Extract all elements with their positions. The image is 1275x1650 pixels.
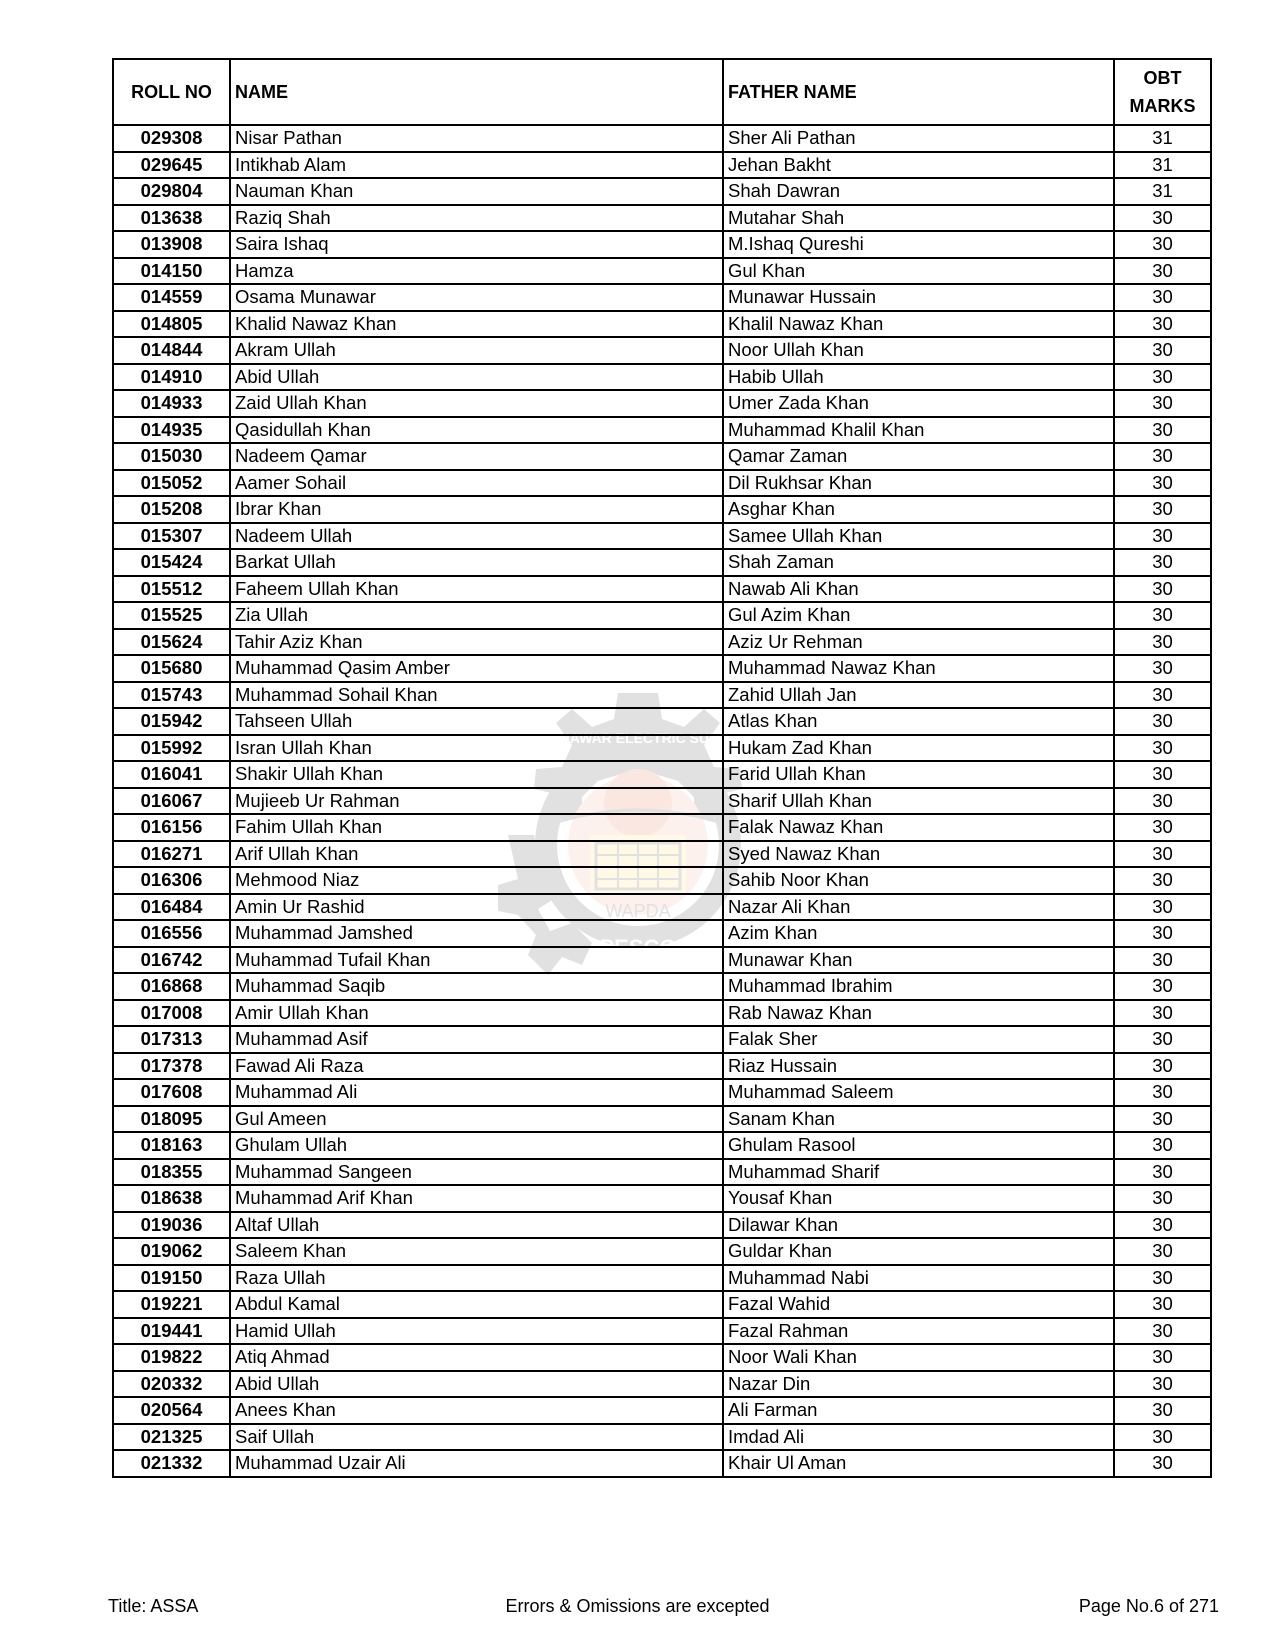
roll-no-cell: 015942 [113, 708, 230, 735]
name-cell: Qasidullah Khan [230, 417, 723, 444]
roll-no-cell: 019822 [113, 1344, 230, 1371]
roll-no-cell: 029308 [113, 125, 230, 152]
roll-no-cell: 021332 [113, 1450, 230, 1477]
father-name-cell: Muhammad Nawaz Khan [723, 655, 1114, 682]
header-row [113, 59, 1211, 125]
father-name-cell: Jehan Bakht [723, 152, 1114, 179]
marks-cell: 30 [1114, 1132, 1211, 1159]
marks-cell: 30 [1114, 470, 1211, 497]
name-cell: Tahseen Ullah [230, 708, 723, 735]
roll-no-cell: 014559 [113, 284, 230, 311]
table-row [113, 337, 1211, 364]
table-row [113, 576, 1211, 603]
roll-no-cell: 015030 [113, 443, 230, 470]
roll-no-cell: 019441 [113, 1318, 230, 1345]
father-name-cell: Ghulam Rasool [723, 1132, 1114, 1159]
father-name-cell: Nazar Din [723, 1371, 1114, 1398]
name-cell: Anees Khan [230, 1397, 723, 1424]
table-row [113, 708, 1211, 735]
roll-no-cell: 015208 [113, 496, 230, 523]
marks-cell: 30 [1114, 417, 1211, 444]
name-cell: Isran Ullah Khan [230, 735, 723, 762]
roll-no-cell: 015307 [113, 523, 230, 550]
name-cell: Muhammad Sangeen [230, 1159, 723, 1186]
marks-cell: 30 [1114, 788, 1211, 815]
father-name-cell: Gul Azim Khan [723, 602, 1114, 629]
father-name-cell: Azim Khan [723, 920, 1114, 947]
roll-no-cell: 014150 [113, 258, 230, 285]
table-row [113, 1026, 1211, 1053]
table-row [113, 1291, 1211, 1318]
marks-cell: 30 [1114, 337, 1211, 364]
marks-cell: 31 [1114, 152, 1211, 179]
name-cell: Muhammad Asif [230, 1026, 723, 1053]
footer-notice: Errors & Omissions are excepted [505, 1596, 770, 1616]
father-name-cell: Ali Farman [723, 1397, 1114, 1424]
father-name-cell: Shah Dawran [723, 178, 1114, 205]
name-cell: Raza Ullah [230, 1265, 723, 1292]
father-name-cell: Shah Zaman [723, 549, 1114, 576]
marks-cell: 30 [1114, 841, 1211, 868]
roll-no-cell: 017608 [113, 1079, 230, 1106]
father-name-cell: M.Ishaq Qureshi [723, 231, 1114, 258]
table-row [113, 655, 1211, 682]
roll-no-cell: 015512 [113, 576, 230, 603]
roll-no-cell: 015992 [113, 735, 230, 762]
name-cell: Hamid Ullah [230, 1318, 723, 1345]
table-row [113, 629, 1211, 656]
table-row [113, 1371, 1211, 1398]
roll-no-cell: 018355 [113, 1159, 230, 1186]
father-name-cell: Nazar Ali Khan [723, 894, 1114, 921]
roll-no-cell: 019150 [113, 1265, 230, 1292]
marks-cell: 30 [1114, 258, 1211, 285]
roll-no-cell: 014933 [113, 390, 230, 417]
father-name-cell: Nawab Ali Khan [723, 576, 1114, 603]
roll-no-cell: 019062 [113, 1238, 230, 1265]
name-cell: Fahim Ullah Khan [230, 814, 723, 841]
table-row [113, 364, 1211, 391]
footer-page-number: Page No.6 of 271 [1078, 1596, 1219, 1616]
name-cell: Mehmood Niaz [230, 867, 723, 894]
roll-no-cell: 013638 [113, 205, 230, 232]
table-row [113, 1053, 1211, 1080]
father-name-cell: Khair Ul Aman [723, 1450, 1114, 1477]
father-name-cell: Qamar Zaman [723, 443, 1114, 470]
name-cell: Abid Ullah [230, 1371, 723, 1398]
name-cell: Atiq Ahmad [230, 1344, 723, 1371]
roll-no-cell: 017313 [113, 1026, 230, 1053]
roll-no-cell: 020332 [113, 1371, 230, 1398]
marks-cell: 30 [1114, 655, 1211, 682]
marks-cell: 30 [1114, 1079, 1211, 1106]
father-name-cell: Syed Nawaz Khan [723, 841, 1114, 868]
name-cell: Nadeem Ullah [230, 523, 723, 550]
roll-no-cell: 017008 [113, 1000, 230, 1027]
marks-cell: 30 [1114, 523, 1211, 550]
table-row [113, 178, 1211, 205]
marks-cell: 30 [1114, 390, 1211, 417]
roll-no-cell: 019036 [113, 1212, 230, 1239]
name-cell: Muhammad Tufail Khan [230, 947, 723, 974]
name-cell: Muhammad Ali [230, 1079, 723, 1106]
results-table [112, 58, 1212, 1478]
table-row [113, 152, 1211, 179]
marks-cell: 30 [1114, 973, 1211, 1000]
name-cell: Akram Ullah [230, 337, 723, 364]
table-row [113, 1450, 1211, 1477]
table-row [113, 894, 1211, 921]
name-cell: Arif Ullah Khan [230, 841, 723, 868]
father-name-cell: Dil Rukhsar Khan [723, 470, 1114, 497]
father-name-cell: Munawar Hussain [723, 284, 1114, 311]
marks-cell: 30 [1114, 1371, 1211, 1398]
father-name-cell: Falak Sher [723, 1026, 1114, 1053]
name-cell: Hamza [230, 258, 723, 285]
roll-no-cell: 014805 [113, 311, 230, 338]
name-cell: Muhammad Uzair Ali [230, 1450, 723, 1477]
marks-cell: 30 [1114, 708, 1211, 735]
name-cell: Muhammad Arif Khan [230, 1185, 723, 1212]
table-row [113, 735, 1211, 762]
table-row [113, 1238, 1211, 1265]
marks-cell: 30 [1114, 894, 1211, 921]
marks-cell: 30 [1114, 1212, 1211, 1239]
marks-cell: 30 [1114, 761, 1211, 788]
father-name-cell: Hukam Zad Khan [723, 735, 1114, 762]
roll-no-cell: 029804 [113, 178, 230, 205]
roll-no-cell: 018638 [113, 1185, 230, 1212]
table-row [113, 602, 1211, 629]
father-name-cell: Habib Ullah [723, 364, 1114, 391]
name-cell: Muhammad Sohail Khan [230, 682, 723, 709]
roll-no-cell: 016868 [113, 973, 230, 1000]
father-name-cell: Riaz Hussain [723, 1053, 1114, 1080]
table-row [113, 1185, 1211, 1212]
marks-cell: 30 [1114, 205, 1211, 232]
table-row [113, 1079, 1211, 1106]
roll-no-cell: 021325 [113, 1424, 230, 1451]
roll-no-cell: 020564 [113, 1397, 230, 1424]
father-name-cell: Samee Ullah Khan [723, 523, 1114, 550]
table-row [113, 205, 1211, 232]
name-cell: Mujieeb Ur Rahman [230, 788, 723, 815]
name-cell: Altaf Ullah [230, 1212, 723, 1239]
father-name-cell: Muhammad Sharif [723, 1159, 1114, 1186]
table-row [113, 1106, 1211, 1133]
name-cell: Abdul Kamal [230, 1291, 723, 1318]
roll-no-cell: 014910 [113, 364, 230, 391]
table-row [113, 258, 1211, 285]
father-name-cell: Asghar Khan [723, 496, 1114, 523]
table-row [113, 549, 1211, 576]
marks-cell: 30 [1114, 1344, 1211, 1371]
header-marks-line: MARKS [1129, 96, 1196, 116]
svg-text:WAPDA: WAPDA [605, 901, 671, 921]
father-name-cell: Sanam Khan [723, 1106, 1114, 1133]
table-row [113, 973, 1211, 1000]
roll-no-cell: 016271 [113, 841, 230, 868]
name-cell: Abid Ullah [230, 364, 723, 391]
roll-no-cell: 016556 [113, 920, 230, 947]
table-row [113, 1265, 1211, 1292]
marks-cell: 30 [1114, 549, 1211, 576]
table-row [113, 390, 1211, 417]
table-body [113, 125, 1211, 1477]
table-row [113, 1159, 1211, 1186]
father-name-cell: Sharif Ullah Khan [723, 788, 1114, 815]
table-row [113, 496, 1211, 523]
marks-cell: 30 [1114, 920, 1211, 947]
marks-cell: 30 [1114, 629, 1211, 656]
marks-cell: 30 [1114, 1185, 1211, 1212]
name-cell: Nauman Khan [230, 178, 723, 205]
marks-cell: 30 [1114, 1238, 1211, 1265]
table-row [113, 788, 1211, 815]
father-name-cell: Yousaf Khan [723, 1185, 1114, 1212]
marks-cell: 30 [1114, 1265, 1211, 1292]
header-name: NAME [230, 59, 723, 125]
header-obt-line: OBT [1143, 68, 1182, 88]
table-row [113, 947, 1211, 974]
father-name-cell: Muhammad Saleem [723, 1079, 1114, 1106]
name-cell: Zaid Ullah Khan [230, 390, 723, 417]
roll-no-cell: 016067 [113, 788, 230, 815]
name-cell: Amir Ullah Khan [230, 1000, 723, 1027]
roll-no-cell: 015680 [113, 655, 230, 682]
marks-cell: 30 [1114, 682, 1211, 709]
father-name-cell: Zahid Ullah Jan [723, 682, 1114, 709]
marks-cell: 30 [1114, 814, 1211, 841]
father-name-cell: Muhammad Nabi [723, 1265, 1114, 1292]
table-row [113, 125, 1211, 152]
name-cell: Khalid Nawaz Khan [230, 311, 723, 338]
father-name-cell: Mutahar Shah [723, 205, 1114, 232]
roll-no-cell: 015624 [113, 629, 230, 656]
table-row [113, 814, 1211, 841]
marks-cell: 30 [1114, 1424, 1211, 1451]
roll-no-cell: 029645 [113, 152, 230, 179]
father-name-cell: Atlas Khan [723, 708, 1114, 735]
father-name-cell: Farid Ullah Khan [723, 761, 1114, 788]
father-name-cell: Falak Nawaz Khan [723, 814, 1114, 841]
marks-cell: 30 [1114, 1106, 1211, 1133]
marks-cell: 30 [1114, 1318, 1211, 1345]
roll-no-cell: 014935 [113, 417, 230, 444]
table-row [113, 523, 1211, 550]
table-row [113, 1424, 1211, 1451]
father-name-cell: Muhammad Ibrahim [723, 973, 1114, 1000]
marks-cell: 30 [1114, 1397, 1211, 1424]
father-name-cell: Umer Zada Khan [723, 390, 1114, 417]
table-row [113, 841, 1211, 868]
table-row [113, 470, 1211, 497]
marks-cell: 30 [1114, 1159, 1211, 1186]
table-row [113, 284, 1211, 311]
table-row [113, 311, 1211, 338]
table-row [113, 682, 1211, 709]
marks-cell: 30 [1114, 311, 1211, 338]
table-row [113, 920, 1211, 947]
father-name-cell: Muhammad Khalil Khan [723, 417, 1114, 444]
header-father-name: FATHER NAME [723, 59, 1114, 125]
name-cell: Shakir Ullah Khan [230, 761, 723, 788]
roll-no-cell: 014844 [113, 337, 230, 364]
roll-no-cell: 019221 [113, 1291, 230, 1318]
marks-cell: 30 [1114, 364, 1211, 391]
table-row [113, 1212, 1211, 1239]
roll-no-cell: 013908 [113, 231, 230, 258]
father-name-cell: Sahib Noor Khan [723, 867, 1114, 894]
roll-no-cell: 016484 [113, 894, 230, 921]
name-cell: Osama Munawar [230, 284, 723, 311]
marks-cell: 30 [1114, 231, 1211, 258]
marks-cell: 30 [1114, 576, 1211, 603]
roll-no-cell: 015424 [113, 549, 230, 576]
header-roll-no: ROLL NO [113, 59, 230, 125]
father-name-cell: Fazal Rahman [723, 1318, 1114, 1345]
father-name-cell: Gul Khan [723, 258, 1114, 285]
marks-cell: 30 [1114, 1450, 1211, 1477]
roll-no-cell: 015525 [113, 602, 230, 629]
name-cell: Fawad Ali Raza [230, 1053, 723, 1080]
table-row [113, 1397, 1211, 1424]
table-row [113, 1344, 1211, 1371]
table-row [113, 1318, 1211, 1345]
name-cell: Muhammad Jamshed [230, 920, 723, 947]
name-cell: Gul Ameen [230, 1106, 723, 1133]
name-cell: Muhammad Qasim Amber [230, 655, 723, 682]
father-name-cell: Fazal Wahid [723, 1291, 1114, 1318]
table-row [113, 231, 1211, 258]
name-cell: Saleem Khan [230, 1238, 723, 1265]
marks-cell: 30 [1114, 443, 1211, 470]
father-name-cell: Sher Ali Pathan [723, 125, 1114, 152]
marks-cell: 31 [1114, 125, 1211, 152]
marks-cell: 30 [1114, 947, 1211, 974]
roll-no-cell: 017378 [113, 1053, 230, 1080]
svg-text:PESCO: PESCO [599, 935, 677, 960]
father-name-cell: Khalil Nawaz Khan [723, 311, 1114, 338]
marks-cell: 30 [1114, 867, 1211, 894]
name-cell: Intikhab Alam [230, 152, 723, 179]
name-cell: Amin Ur Rashid [230, 894, 723, 921]
name-cell: Aamer Sohail [230, 470, 723, 497]
name-cell: Ibrar Khan [230, 496, 723, 523]
father-name-cell: Noor Wali Khan [723, 1344, 1114, 1371]
roll-no-cell: 018163 [113, 1132, 230, 1159]
marks-cell: 30 [1114, 496, 1211, 523]
name-cell: Ghulam Ullah [230, 1132, 723, 1159]
roll-no-cell: 016156 [113, 814, 230, 841]
marks-cell: 30 [1114, 1291, 1211, 1318]
roll-no-cell: 016742 [113, 947, 230, 974]
roll-no-cell: 015052 [113, 470, 230, 497]
name-cell: Nisar Pathan [230, 125, 723, 152]
marks-cell: 31 [1114, 178, 1211, 205]
table-row [113, 1000, 1211, 1027]
roll-no-cell: 016306 [113, 867, 230, 894]
marks-cell: 30 [1114, 1053, 1211, 1080]
name-cell: Saif Ullah [230, 1424, 723, 1451]
roll-no-cell: 016041 [113, 761, 230, 788]
table-row [113, 1132, 1211, 1159]
name-cell: Tahir Aziz Khan [230, 629, 723, 656]
footer-title: Title: ASSA [108, 1596, 199, 1616]
marks-cell: 30 [1114, 602, 1211, 629]
father-name-cell: Guldar Khan [723, 1238, 1114, 1265]
father-name-cell: Aziz Ur Rehman [723, 629, 1114, 656]
marks-cell: 30 [1114, 1000, 1211, 1027]
header-obt-marks [1114, 59, 1211, 125]
marks-cell: 30 [1114, 735, 1211, 762]
table-row [113, 417, 1211, 444]
roll-no-cell: 015743 [113, 682, 230, 709]
father-name-cell: Rab Nawaz Khan [723, 1000, 1114, 1027]
name-cell: Faheem Ullah Khan [230, 576, 723, 603]
roll-no-cell: 018095 [113, 1106, 230, 1133]
marks-cell: 30 [1114, 284, 1211, 311]
table-row [113, 867, 1211, 894]
name-cell: Nadeem Qamar [230, 443, 723, 470]
name-cell: Zia Ullah [230, 602, 723, 629]
father-name-cell: Dilawar Khan [723, 1212, 1114, 1239]
name-cell: Muhammad Saqib [230, 973, 723, 1000]
father-name-cell: Noor Ullah Khan [723, 337, 1114, 364]
name-cell: Raziq Shah [230, 205, 723, 232]
name-cell: Saira Ishaq [230, 231, 723, 258]
svg-text:PESHAWAR ELECTRIC SUPPLY: PESHAWAR ELECTRIC SUPPLY [531, 730, 745, 746]
father-name-cell: Munawar Khan [723, 947, 1114, 974]
father-name-cell: Imdad Ali [723, 1424, 1114, 1451]
table-row [113, 761, 1211, 788]
marks-cell: 30 [1114, 1026, 1211, 1053]
table-row [113, 443, 1211, 470]
name-cell: Barkat Ullah [230, 549, 723, 576]
